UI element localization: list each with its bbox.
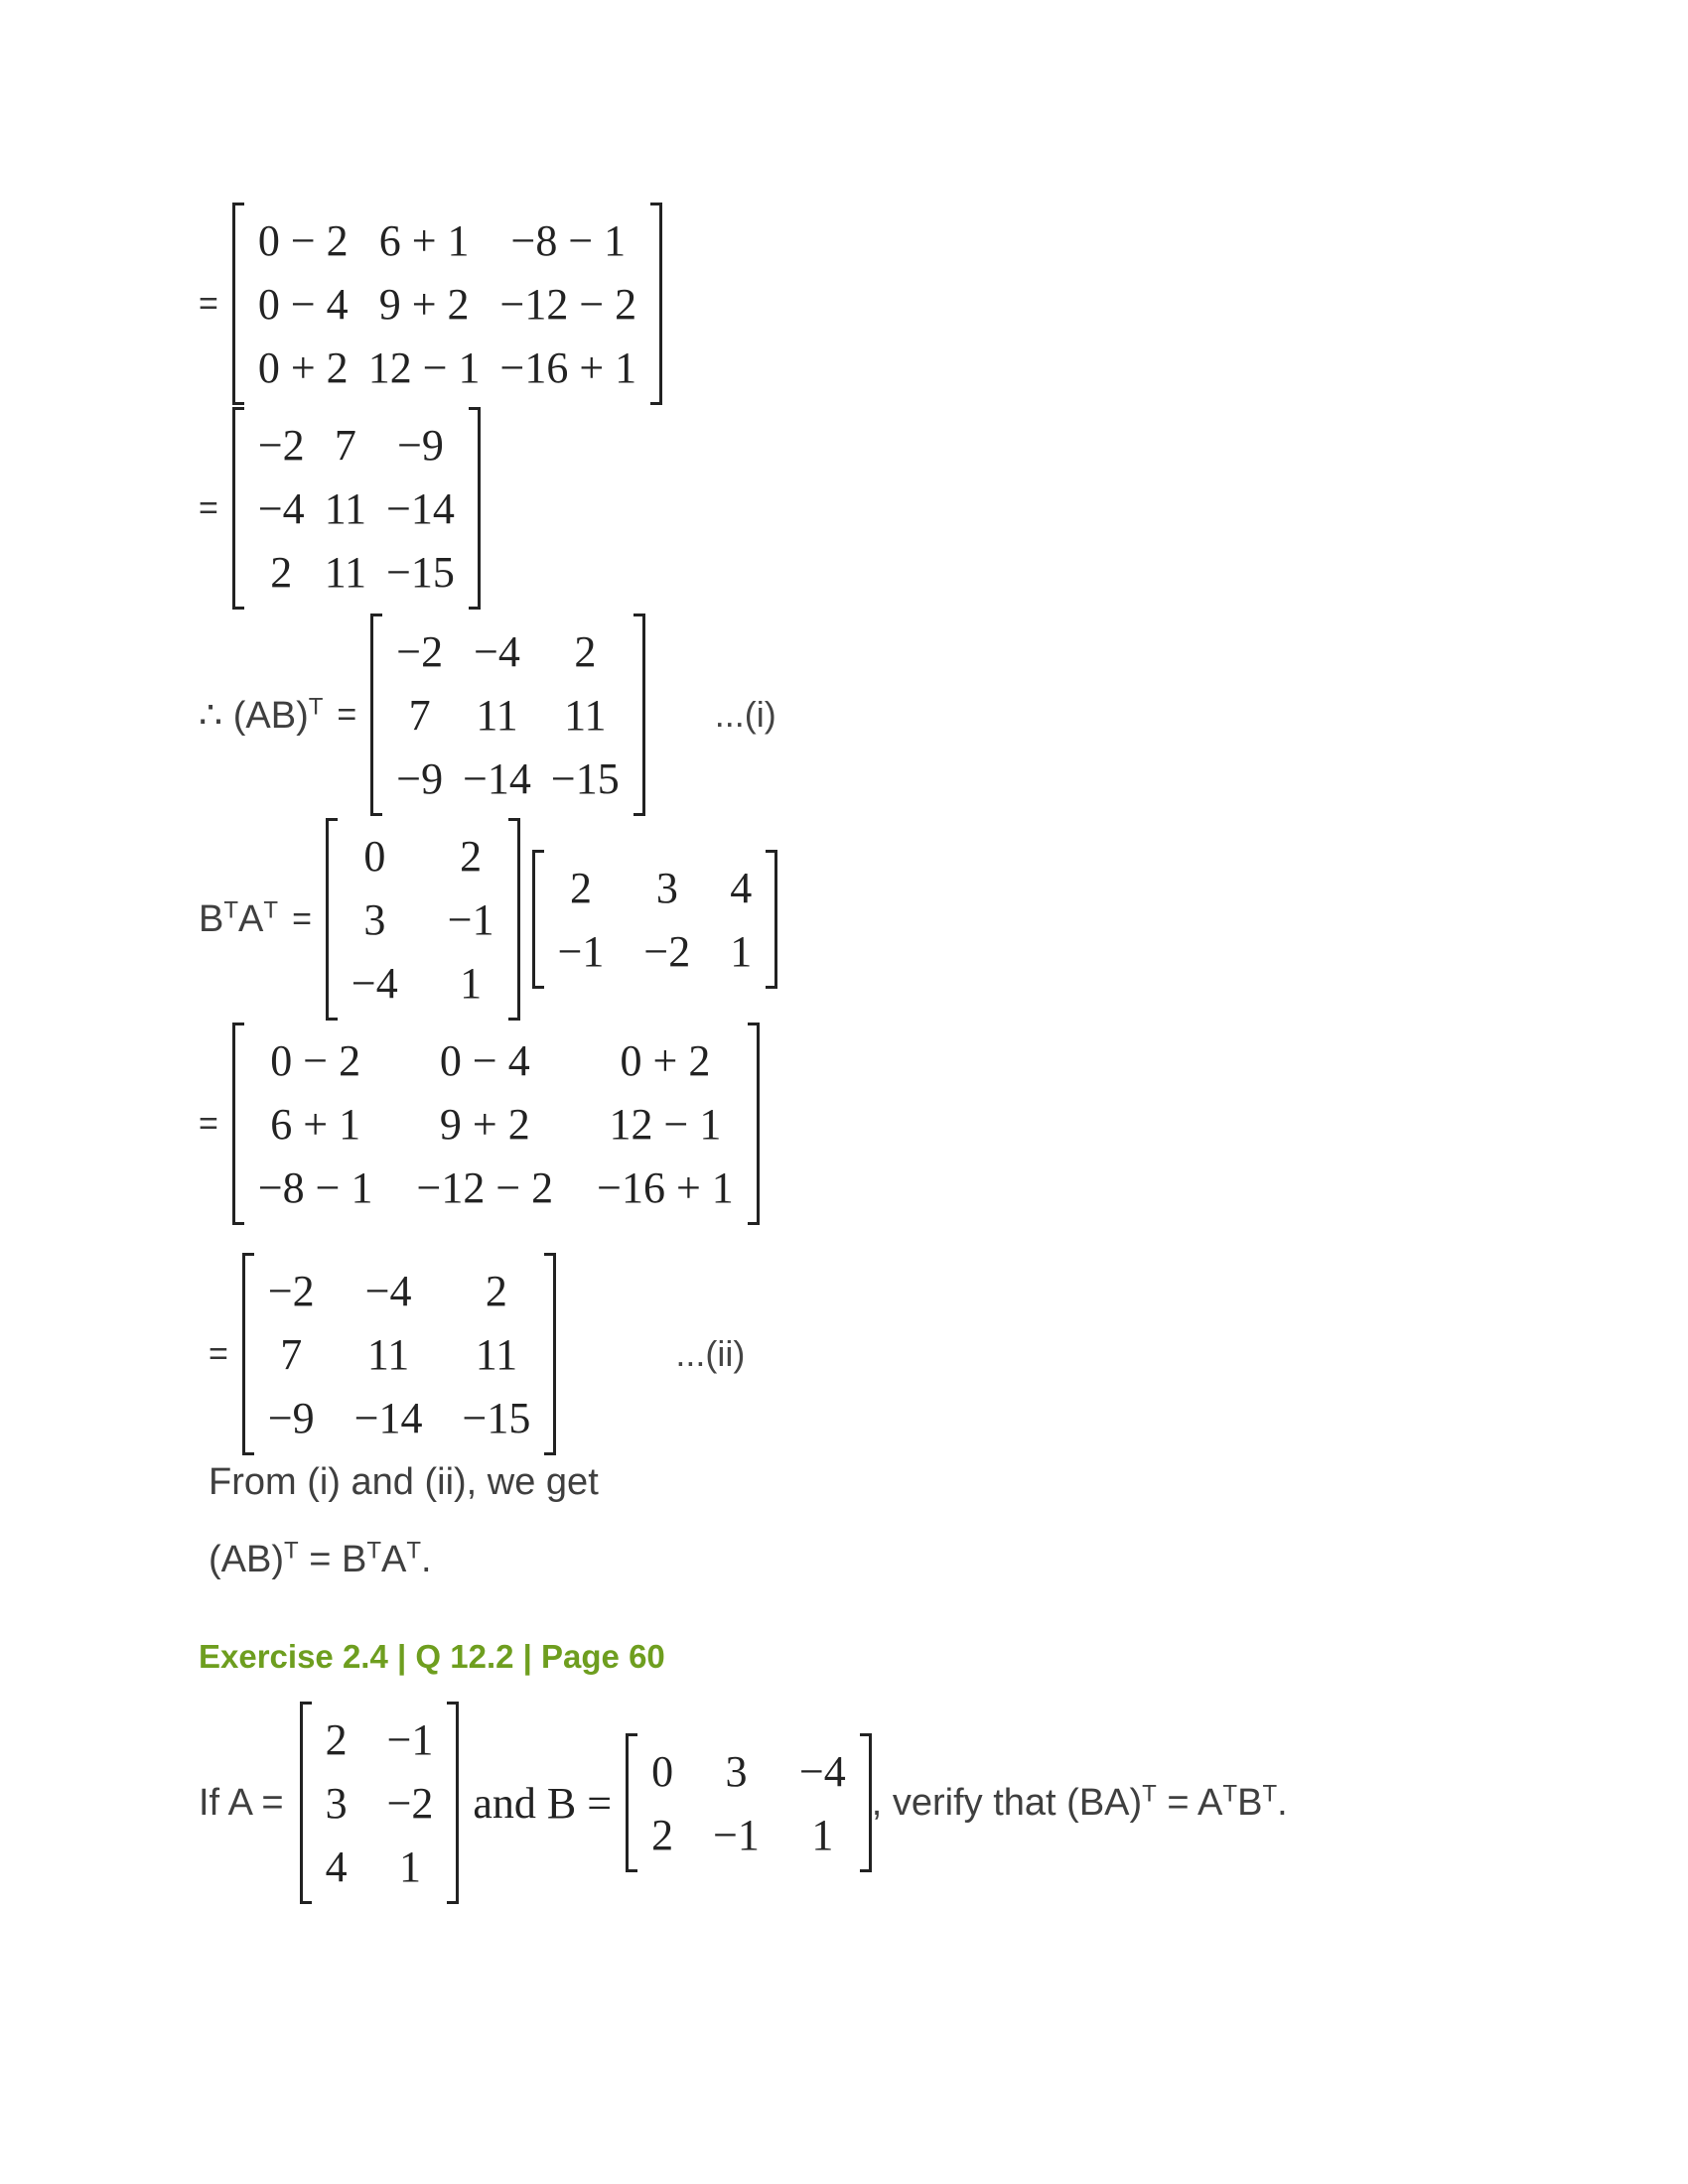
- matrix-cell: 2: [485, 1266, 507, 1315]
- matrix-cell: 11: [324, 547, 367, 597]
- matrix-cell: 1: [811, 1810, 834, 1859]
- matrix-cell: −4: [474, 626, 520, 676]
- matrix-cell: 0: [363, 831, 386, 881]
- matrix-cell: 12 − 1: [609, 1099, 722, 1149]
- matrix-cell: 2: [651, 1810, 674, 1859]
- matrix-step2: [232, 413, 481, 604]
- equals-sign: =: [209, 1334, 228, 1373]
- matrix-cell: −16 + 1: [499, 342, 637, 392]
- matrix-step3: [370, 619, 644, 810]
- matrix-cell: 0 + 2: [257, 342, 349, 392]
- matrix-cell: −9: [396, 753, 444, 803]
- matrix-step5: [232, 1028, 760, 1219]
- matrix-b: [626, 1739, 872, 1866]
- verify-text: , verify that $(BA)^T = A^TB^T$.: [871, 1779, 1288, 1824]
- matrix-cell: 11: [475, 1329, 518, 1379]
- step3-line: [199, 619, 1688, 810]
- matrix-cell: −16 + 1: [597, 1162, 734, 1212]
- equation-tag: ...(ii): [675, 1333, 746, 1374]
- step1-line: [199, 208, 1688, 399]
- matrix-cell: −4: [351, 958, 398, 1008]
- matrix-cell: −4: [798, 1746, 846, 1796]
- step5-line: [199, 1028, 1688, 1219]
- matrix-cell: −2: [267, 1266, 315, 1315]
- if-text: If A =: [199, 1781, 284, 1824]
- matrix-cell: 7: [408, 690, 431, 740]
- matrix-cell: 0 − 2: [270, 1035, 361, 1085]
- step4-line: [199, 824, 1688, 1015]
- matrix-cell: 2: [569, 863, 592, 912]
- matrix-cell: −1: [386, 1714, 434, 1764]
- matrix-cell: −1: [557, 926, 605, 976]
- matrix-cell: 9 + 2: [439, 1099, 530, 1149]
- matrix-cell: 0: [651, 1746, 674, 1796]
- matrix-cell: 11: [324, 483, 367, 533]
- matrix-cell: −4: [257, 483, 305, 533]
- matrix-a: [300, 1707, 460, 1898]
- matrix-cell: 9 + 2: [378, 279, 470, 329]
- matrix-cell: −14: [386, 483, 455, 533]
- matrix-cell: 0 − 2: [257, 215, 349, 265]
- matrix-cell: 4: [730, 863, 753, 912]
- equals-sign: =: [199, 1104, 218, 1143]
- matrix-cell: −14: [463, 753, 531, 803]
- equation-tag: ...(i): [714, 694, 776, 735]
- matrix-cell: −15: [550, 753, 620, 803]
- exercise-heading: Exercise 2.4 | Q 12.2 | Page 60: [199, 1638, 665, 1675]
- matrix-cell: 0 + 2: [620, 1035, 711, 1085]
- matrix-b-transpose: [326, 824, 520, 1015]
- matrix-cell: 3: [363, 894, 386, 944]
- matrix-cell: 7: [334, 420, 356, 470]
- exercise-question: [199, 1707, 1688, 1898]
- matrix-cell: 4: [325, 1842, 348, 1891]
- matrix-cell: −8 − 1: [510, 215, 627, 265]
- matrix-cell: 2: [270, 547, 293, 597]
- matrix-cell: −15: [386, 547, 455, 597]
- matrix-cell: 6 + 1: [378, 215, 470, 265]
- matrix-cell: −14: [353, 1393, 423, 1442]
- matrix-cell: 1: [730, 926, 753, 976]
- conclusion-text: From (i) and (ii), we get: [209, 1461, 599, 1503]
- matrix-cell: −2: [643, 926, 691, 976]
- matrix-cell: 11: [564, 690, 607, 740]
- conclusion-result: $(AB)^T = B^TA^T$.: [209, 1537, 432, 1580]
- matrix-cell: −1: [447, 894, 494, 944]
- matrix-step1: [232, 208, 662, 399]
- matrix-cell: −8 − 1: [257, 1162, 373, 1212]
- matrix-cell: −12 − 2: [499, 279, 637, 329]
- matrix-cell: 0 − 4: [257, 279, 349, 329]
- transpose-label: ∴ (AB)$^T$: [199, 692, 324, 737]
- matrix-cell: −2: [257, 420, 305, 470]
- matrix-cell: 3: [325, 1778, 348, 1828]
- matrix-cell: 1: [460, 958, 483, 1008]
- matrix-cell: 2: [460, 831, 483, 881]
- matrix-cell: 3: [725, 1746, 748, 1796]
- matrix-cell: 2: [574, 626, 597, 676]
- product-label: $B^TA^T$: [199, 895, 279, 940]
- matrix-cell: 6 + 1: [270, 1099, 361, 1149]
- matrix-cell: −4: [364, 1266, 412, 1315]
- matrix-cell: −2: [386, 1778, 434, 1828]
- matrix-cell: 2: [325, 1714, 348, 1764]
- equals-sign: =: [337, 695, 357, 734]
- matrix-a-transpose: [532, 856, 778, 983]
- matrix-step6: [242, 1259, 556, 1449]
- matrix-cell: 1: [398, 1842, 421, 1891]
- equals-sign: =: [292, 899, 312, 938]
- step6-line: [209, 1259, 1688, 1449]
- matrix-cell: −12 − 2: [416, 1162, 554, 1212]
- matrix-cell: 0 − 4: [439, 1035, 530, 1085]
- matrix-cell: −1: [713, 1810, 760, 1859]
- matrix-cell: 11: [476, 690, 518, 740]
- step2-line: [199, 413, 1688, 604]
- matrix-cell: 11: [366, 1329, 410, 1379]
- matrix-cell: 7: [280, 1329, 303, 1379]
- matrix-cell: −15: [462, 1393, 531, 1442]
- matrix-cell: −9: [267, 1393, 315, 1442]
- matrix-cell: 3: [655, 863, 678, 912]
- matrix-cell: −2: [396, 626, 444, 676]
- matrix-cell: −9: [397, 420, 444, 470]
- and-text: and B =: [473, 1778, 613, 1828]
- matrix-cell: 12 − 1: [367, 342, 481, 392]
- equals-sign: =: [199, 488, 218, 527]
- equals-sign: =: [199, 284, 218, 323]
